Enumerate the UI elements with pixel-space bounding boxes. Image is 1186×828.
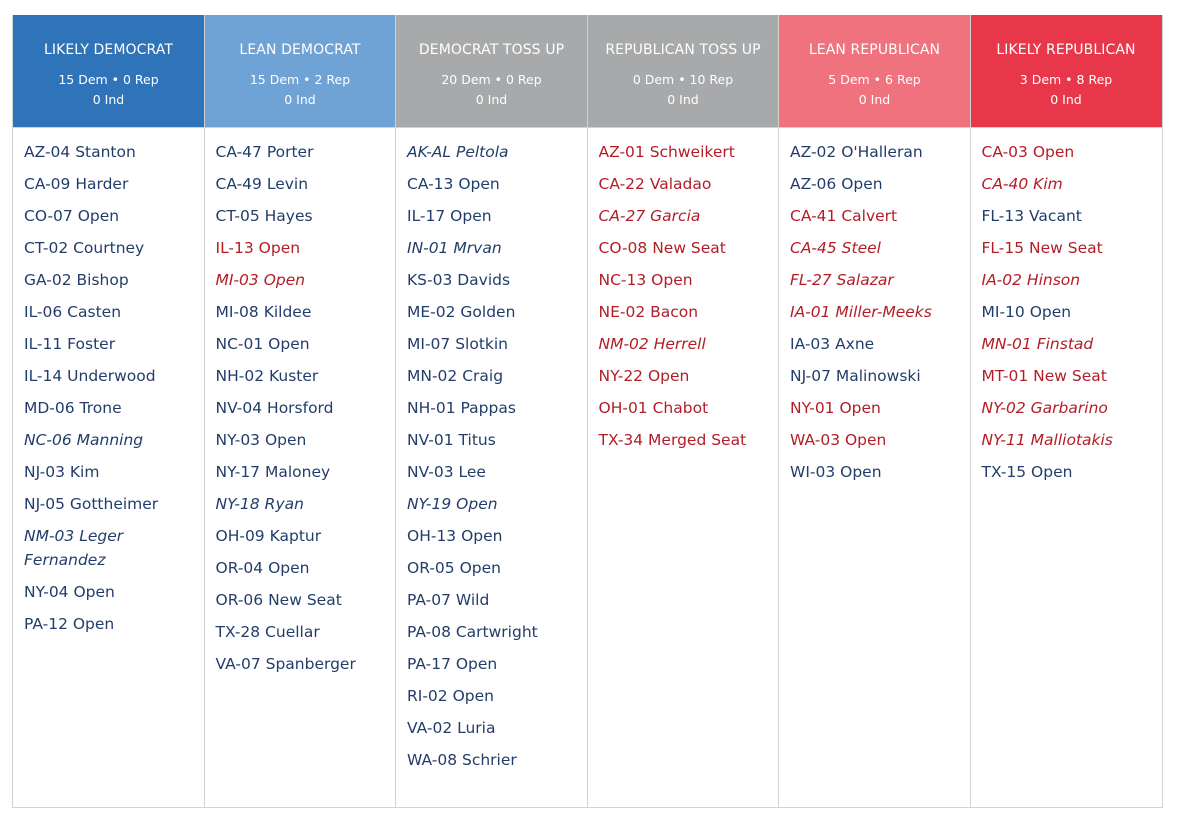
race-item: NY-04 Open — [24, 583, 115, 601]
race-item: MI-10 Open — [981, 303, 1072, 321]
column-title: DEMOCRAT TOSS UP — [418, 42, 565, 58]
race-item: ME-02 Golden — [407, 303, 516, 321]
race-item: PA-17 Open — [407, 655, 498, 673]
column-rep-tossup — [587, 15, 780, 808]
race-item: CA-49 Levin — [215, 175, 309, 193]
race-item: MD-06 Trone — [24, 399, 122, 417]
column-counts: 0 Dem • 10 Rep — [632, 72, 734, 87]
column-ind-count: 0 Ind — [475, 92, 508, 107]
race-item: KS-03 Davids — [407, 271, 511, 289]
race-item: NM-03 Leger Fernandez — [24, 527, 124, 569]
column-counts: 5 Dem • 6 Rep — [828, 72, 921, 87]
race-item: PA-07 Wild — [407, 591, 490, 609]
race-item: PA-08 Cartwright — [407, 623, 538, 641]
race-item: AZ-01 Schweikert — [598, 143, 735, 161]
race-item: NY-19 Open — [407, 495, 498, 513]
race-item: NH-01 Pappas — [407, 399, 516, 417]
race-item: MT-01 New Seat — [981, 367, 1107, 385]
race-item: NY-01 Open — [790, 399, 881, 417]
race-item: NE-02 Bacon — [598, 303, 699, 321]
race-list — [205, 128, 396, 684]
race-item: MI-08 Kildee — [215, 303, 312, 321]
column-ind-count: 0 Ind — [284, 92, 316, 107]
race-item: MI-03 Open — [215, 271, 306, 289]
column-title: LIKELY REPUBLICAN — [996, 42, 1136, 58]
race-item: NY-02 Garbarino — [981, 399, 1108, 417]
race-item: NY-18 Ryan — [215, 495, 304, 513]
race-item: MN-02 Craig — [407, 367, 504, 385]
race-item: WA-03 Open — [790, 431, 887, 449]
column-ind-count: 0 Ind — [858, 92, 891, 107]
race-item: IN-01 Mrvan — [407, 239, 502, 257]
race-item: CO-07 Open — [24, 207, 120, 225]
race-item: PA-12 Open — [24, 615, 115, 633]
race-item: IL-06 Casten — [24, 303, 122, 321]
column-dem-tossup — [395, 15, 588, 808]
race-item: OR-05 Open — [407, 559, 501, 577]
race-item: NJ-05 Gottheimer — [24, 495, 159, 513]
race-item: CA-22 Valadao — [598, 175, 712, 193]
race-item: NC-01 Open — [215, 335, 310, 353]
race-item: NV-03 Lee — [407, 463, 486, 481]
race-list — [396, 128, 587, 780]
race-item: IL-14 Underwood — [24, 367, 156, 385]
race-item: CA-13 Open — [407, 175, 500, 193]
race-item: CT-05 Hayes — [215, 207, 313, 225]
race-item: IA-02 Hinson — [981, 271, 1081, 289]
column-ind-count: 0 Ind — [92, 92, 125, 107]
race-item: NJ-07 Malinowski — [790, 367, 921, 385]
column-counts: 3 Dem • 8 Rep — [1019, 72, 1113, 87]
race-item: WI-03 Open — [790, 463, 882, 481]
race-item: NJ-03 Kim — [24, 463, 100, 481]
race-item: OR-04 Open — [215, 559, 310, 577]
race-item: TX-28 Cuellar — [215, 623, 320, 641]
column-likely-dem — [12, 15, 205, 808]
race-item: NM-02 Herrell — [598, 335, 706, 353]
race-item: CA-03 Open — [981, 143, 1075, 161]
race-ratings-board — [12, 15, 1170, 808]
column-title: LIKELY DEMOCRAT — [43, 42, 174, 58]
column-counts: 15 Dem • 2 Rep — [249, 72, 351, 87]
race-list — [13, 128, 204, 644]
race-item: NV-04 Horsford — [215, 399, 334, 417]
race-item: NY-11 Malliotakis — [981, 431, 1113, 449]
race-item: AZ-04 Stanton — [24, 143, 136, 161]
race-item: NY-17 Maloney — [215, 463, 331, 481]
column-counts: 20 Dem • 0 Rep — [441, 72, 542, 87]
race-item: IL-13 Open — [215, 239, 301, 257]
race-item: FL-13 Vacant — [981, 207, 1082, 225]
race-item: OR-06 New Seat — [215, 591, 342, 609]
race-item: MI-07 Slotkin — [407, 335, 508, 353]
race-item: AK-AL Peltola — [407, 143, 509, 161]
race-item: CA-45 Steel — [790, 239, 881, 257]
race-item: CA-47 Porter — [215, 143, 314, 161]
column-counts: 15 Dem • 0 Rep — [58, 72, 159, 87]
race-item: IL-11 Foster — [24, 335, 116, 353]
race-list — [971, 128, 1162, 492]
race-list — [779, 128, 970, 492]
race-item: NC-13 Open — [598, 271, 693, 289]
race-item: GA-02 Bishop — [24, 271, 129, 289]
race-item: TX-15 Open — [981, 463, 1073, 481]
race-item: NY-03 Open — [215, 431, 307, 449]
column-header-dem-tossup — [396, 15, 587, 128]
column-ind-count: 0 Ind — [1050, 92, 1082, 107]
race-item: IA-01 Miller-Meeks — [790, 303, 932, 321]
race-item: CA-09 Harder — [24, 175, 129, 193]
race-item: VA-07 Spanberger — [215, 655, 356, 673]
column-lean-dem — [204, 15, 397, 808]
column-title: LEAN DEMOCRAT — [239, 42, 361, 58]
race-item: TX-34 Merged Seat — [598, 431, 747, 449]
column-title: REPUBLICAN TOSS UP — [605, 42, 761, 58]
race-item: NV-01 Titus — [407, 431, 496, 449]
column-header-lean-dem — [205, 15, 396, 128]
race-item: FL-15 New Seat — [981, 239, 1103, 257]
race-item: IA-03 Axne — [790, 335, 875, 353]
race-item: CA-27 Garcia — [598, 207, 701, 225]
race-item: CT-02 Courtney — [24, 239, 145, 257]
race-item: NY-22 Open — [598, 367, 690, 385]
column-title: LEAN REPUBLICAN — [808, 42, 941, 58]
race-item: MN-01 Finstad — [981, 335, 1094, 353]
column-header-likely-dem — [13, 15, 204, 128]
race-item: CA-41 Calvert — [790, 207, 898, 225]
race-item: FL-27 Salazar — [790, 271, 894, 289]
race-item: NC-06 Manning — [24, 431, 144, 449]
race-item: CO-08 New Seat — [598, 239, 726, 257]
column-likely-rep — [970, 15, 1163, 808]
race-item: OH-13 Open — [407, 527, 503, 545]
race-item: OH-09 Kaptur — [215, 527, 322, 545]
race-list — [588, 128, 779, 460]
race-item: OH-01 Chabot — [598, 399, 709, 417]
race-item: CA-40 Kim — [981, 175, 1063, 193]
column-header-rep-tossup — [588, 15, 779, 128]
race-item: AZ-06 Open — [790, 175, 883, 193]
column-header-likely-rep — [971, 15, 1162, 128]
race-item: WA-08 Schrier — [407, 751, 517, 769]
race-item: NH-02 Kuster — [215, 367, 319, 385]
race-item: IL-17 Open — [407, 207, 492, 225]
column-lean-rep — [778, 15, 971, 808]
column-ind-count: 0 Ind — [667, 92, 699, 107]
race-item: RI-02 Open — [407, 687, 494, 705]
column-header-lean-rep — [779, 15, 970, 128]
race-item: VA-02 Luria — [407, 719, 496, 737]
race-item: AZ-02 O'Halleran — [790, 143, 923, 161]
